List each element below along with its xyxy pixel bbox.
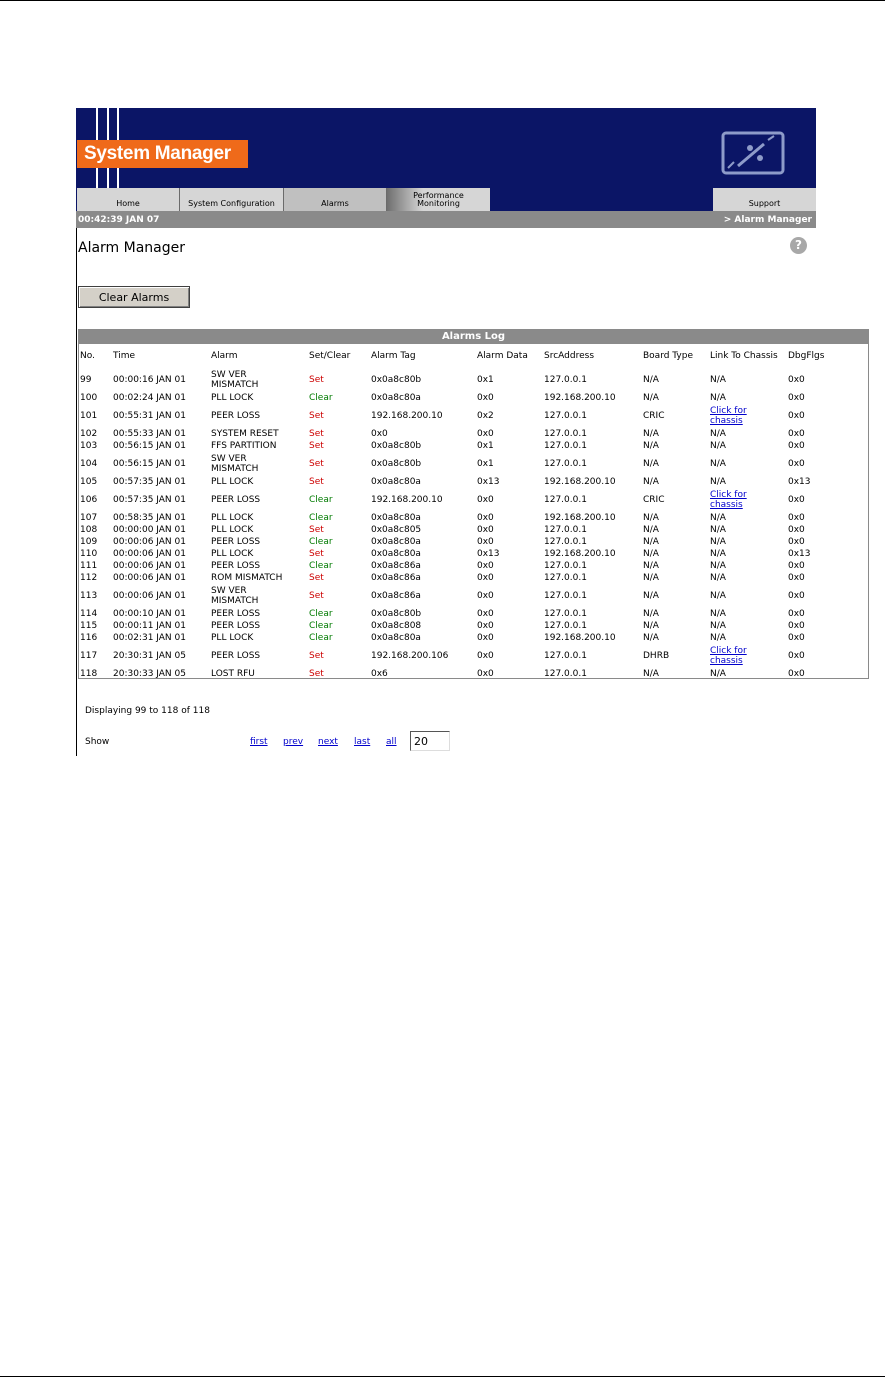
alarm-name: SYSTEM RESET: [211, 429, 279, 439]
alarm-board-type: N/A: [643, 609, 659, 619]
status-time: 00:42:39 JAN 07: [78, 214, 160, 225]
alarm-dbg-flags: 0x0: [788, 495, 805, 505]
alarm-state: Set: [309, 651, 324, 661]
alarm-dbg-flags: 0x0: [788, 375, 805, 385]
alarm-state: Set: [309, 459, 324, 469]
alarm-no: 101: [80, 411, 98, 421]
alarm-board-type: N/A: [643, 375, 659, 385]
table-row: [79, 572, 868, 584]
alarm-link-to-chassis: N/A: [710, 477, 726, 487]
app-logo: System Manager: [77, 140, 248, 168]
tab-system-configuration[interactable]: System Configuration: [180, 188, 284, 211]
alarm-tag: 0x0a8c86a: [371, 561, 421, 571]
table-row: [79, 584, 868, 608]
alarm-src-address: 192.168.200.10: [544, 549, 616, 559]
alarm-board-type: N/A: [643, 561, 659, 571]
alarm-dbg-flags: 0x0: [788, 561, 805, 571]
alarm-link-to-chassis: N/A: [710, 537, 726, 547]
alarm-board-type: N/A: [643, 525, 659, 535]
alarm-name: PEER LOSS: [211, 411, 261, 421]
alarm-data: 0x0: [477, 573, 494, 583]
alarm-no: 100: [80, 393, 98, 403]
pager-next-link[interactable]: next: [318, 737, 338, 747]
alarm-no: 112: [80, 573, 98, 583]
alarm-board-type: N/A: [643, 621, 659, 631]
alarm-dbg-flags: 0x0: [788, 633, 805, 643]
alarm-name: PLL LOCK: [211, 525, 254, 535]
alarm-link-to-chassis: N/A: [710, 525, 726, 535]
alarm-board-type: N/A: [643, 477, 659, 487]
alarm-dbg-flags: 0x0: [788, 651, 805, 661]
alarm-dbg-flags: 0x0: [788, 591, 805, 601]
alarm-tag: 192.168.200.10: [371, 411, 443, 421]
tab-support[interactable]: Support: [713, 188, 816, 211]
alarm-data: 0x0: [477, 591, 494, 601]
display-range-text: Displaying 99 to 118 of 118: [85, 706, 210, 716]
tab-alarms[interactable]: Alarms: [284, 188, 387, 211]
alarm-no: 108: [80, 525, 98, 535]
alarm-link-to-chassis: N/A: [710, 633, 726, 643]
alarm-state: Set: [309, 411, 324, 421]
alarm-link-to-chassis: N/A: [710, 441, 726, 451]
alarm-board-type: N/A: [643, 429, 659, 439]
alarm-src-address: 127.0.0.1: [544, 537, 587, 547]
alarm-src-address: 127.0.0.1: [544, 441, 587, 451]
alarm-state: Clear: [309, 621, 333, 631]
alarm-data: 0x0: [477, 393, 494, 403]
alarm-time: 00:57:35 JAN 01: [113, 477, 186, 487]
table-row: [79, 392, 868, 404]
alarm-time: 00:55:31 JAN 01: [113, 411, 186, 421]
tab-home[interactable]: Home: [77, 188, 180, 211]
alarm-tag: 0x0a8c80a: [371, 477, 421, 487]
table-row: [79, 404, 868, 428]
alarm-board-type: N/A: [643, 393, 659, 403]
alarm-tag: 0x0a8c80a: [371, 393, 421, 403]
alarm-time: 20:30:33 JAN 05: [113, 669, 186, 679]
column-header-time: Time: [113, 351, 136, 361]
alarm-src-address: 192.168.200.10: [544, 633, 616, 643]
alarm-state: Set: [309, 375, 324, 385]
column-header-link-to-chassis: Link To Chassis: [710, 351, 778, 361]
column-header-tag: Alarm Tag: [371, 351, 416, 361]
alarm-name: PEER LOSS: [211, 621, 261, 631]
alarm-state: Set: [309, 477, 324, 487]
alarm-link-to-chassis: N/A: [710, 393, 726, 403]
chassis-link[interactable]: Click for chassis: [710, 490, 747, 510]
table-row: [79, 452, 868, 476]
alarm-dbg-flags: 0x0: [788, 525, 805, 535]
alarm-time: 20:30:31 JAN 05: [113, 651, 186, 661]
alarm-tag: 0x0a8c80b: [371, 459, 422, 469]
alarm-src-address: 127.0.0.1: [544, 459, 587, 469]
column-header-state: Set/Clear: [309, 351, 351, 361]
alarm-link-to-chassis: N/A: [710, 561, 726, 571]
alarm-dbg-flags: 0x0: [788, 393, 805, 403]
alarm-state: Set: [309, 591, 324, 601]
alarm-state: Clear: [309, 633, 333, 643]
alarm-name: PEER LOSS: [211, 651, 261, 661]
page-top-rule: [0, 0, 885, 1]
alarm-no: 109: [80, 537, 98, 547]
brand-monitor-icon: [720, 130, 786, 176]
alarms-log-table: [79, 368, 868, 680]
alarm-link-to-chassis: N/A: [710, 573, 726, 583]
table-row: [79, 644, 868, 668]
alarm-state: Set: [309, 429, 324, 439]
table-row: [79, 668, 868, 680]
alarm-time: 00:00:06 JAN 01: [113, 561, 186, 571]
alarm-data: 0x0: [477, 669, 494, 679]
table-row: [79, 608, 868, 620]
alarm-name: PEER LOSS: [211, 495, 261, 505]
tab-performance-monitoring[interactable]: [387, 188, 490, 211]
alarm-dbg-flags: 0x0: [788, 459, 805, 469]
alarm-dbg-flags: 0x0: [788, 441, 805, 451]
alarm-src-address: 127.0.0.1: [544, 591, 587, 601]
alarm-src-address: 127.0.0.1: [544, 495, 587, 505]
alarm-board-type: CRIC: [643, 411, 665, 421]
alarm-tag: 0x0a8c80a: [371, 633, 421, 643]
alarm-no: 117: [80, 651, 98, 661]
alarm-src-address: 127.0.0.1: [544, 621, 587, 631]
alarm-no: 106: [80, 495, 98, 505]
alarm-data: 0x0: [477, 525, 494, 535]
alarm-link-to-chassis: [710, 404, 787, 428]
alarm-tag: 0x0a8c80b: [371, 375, 422, 385]
alarm-state: Clear: [309, 513, 333, 523]
alarm-state: Clear: [309, 609, 333, 619]
alarm-name: LOST RFU: [211, 669, 255, 679]
alarm-time: 00:00:16 JAN 01: [113, 375, 186, 385]
table-row: [79, 440, 868, 452]
alarm-time: 00:56:15 JAN 01: [113, 441, 186, 451]
alarm-time: 00:55:33 JAN 01: [113, 429, 186, 439]
alarm-time: 00:00:10 JAN 01: [113, 609, 186, 619]
alarm-name: FFS PARTITION: [211, 441, 277, 451]
alarm-src-address: 127.0.0.1: [544, 573, 587, 583]
alarm-src-address: 127.0.0.1: [544, 375, 587, 385]
alarm-link-to-chassis: N/A: [710, 549, 726, 559]
alarm-state: Set: [309, 573, 324, 583]
alarm-tag: 0x0a8c86a: [371, 573, 421, 583]
alarm-src-address: 127.0.0.1: [544, 651, 587, 661]
alarm-src-address: 127.0.0.1: [544, 525, 587, 535]
alarm-time: 00:00:06 JAN 01: [113, 537, 186, 547]
header-banner: [76, 108, 816, 211]
alarm-src-address: 127.0.0.1: [544, 669, 587, 679]
alarm-name: PEER LOSS: [211, 561, 261, 571]
alarm-name: SW VER MISMATCH: [211, 454, 259, 474]
alarm-no: 104: [80, 459, 98, 469]
table-row: [79, 524, 868, 536]
alarm-tag: 0x0a8c86a: [371, 591, 421, 601]
alarm-src-address: 192.168.200.10: [544, 393, 616, 403]
alarm-tag: 0x0a8c80b: [371, 441, 422, 451]
alarm-tag: 0x0a8c805: [371, 525, 422, 535]
alarm-no: 116: [80, 633, 98, 643]
alarm-link-to-chassis: N/A: [710, 429, 726, 439]
alarm-no: 99: [80, 375, 92, 385]
alarm-time: 00:00:06 JAN 01: [113, 591, 186, 601]
alarm-no: 115: [80, 621, 98, 631]
alarm-dbg-flags: 0x0: [788, 621, 805, 631]
column-header-no: No.: [80, 351, 95, 361]
table-row: [79, 488, 868, 512]
alarm-dbg-flags: 0x0: [788, 537, 805, 547]
alarm-time: 00:02:31 JAN 01: [113, 633, 186, 643]
alarm-link-to-chassis: N/A: [710, 609, 726, 619]
alarm-board-type: N/A: [643, 573, 659, 583]
alarm-board-type: N/A: [643, 441, 659, 451]
alarm-src-address: 192.168.200.10: [544, 513, 616, 523]
pager-prev-link[interactable]: prev: [283, 737, 304, 747]
alarm-data: 0x0: [477, 513, 494, 523]
breadcrumb: > Alarm Manager: [723, 214, 812, 225]
alarm-src-address: 127.0.0.1: [544, 561, 587, 571]
alarm-data: 0x0: [477, 429, 494, 439]
alarm-link-to-chassis: N/A: [710, 375, 726, 385]
alarm-src-address: 127.0.0.1: [544, 411, 587, 421]
pager-last-link[interactable]: last: [354, 737, 371, 747]
alarm-no: 102: [80, 429, 98, 439]
page-bottom-rule: [0, 1376, 885, 1377]
alarm-data: 0x0: [477, 537, 494, 547]
alarm-src-address: 127.0.0.1: [544, 429, 587, 439]
alarm-board-type: N/A: [643, 633, 659, 643]
table-row: [79, 512, 868, 524]
alarm-dbg-flags: 0x13: [788, 477, 811, 487]
alarm-board-type: N/A: [643, 459, 659, 469]
alarm-board-type: N/A: [643, 549, 659, 559]
alarm-no: 114: [80, 609, 98, 619]
alarm-data: 0x1: [477, 459, 494, 469]
alarm-data: 0x0: [477, 561, 494, 571]
alarm-tag: 0x0a8c80b: [371, 609, 422, 619]
alarm-name: SW VER MISMATCH: [211, 586, 259, 606]
alarm-time: 00:00:06 JAN 01: [113, 549, 186, 559]
alarm-data: 0x13: [477, 549, 500, 559]
alarm-src-address: 192.168.200.10: [544, 477, 616, 487]
alarm-name: PEER LOSS: [211, 609, 261, 619]
table-row: [79, 536, 868, 548]
clear-alarms-button[interactable]: Clear Alarms: [78, 286, 190, 308]
alarm-dbg-flags: 0x0: [788, 429, 805, 439]
alarm-dbg-flags: 0x13: [788, 549, 811, 559]
alarms-log-title: Alarms Log: [79, 330, 868, 344]
alarm-state: Clear: [309, 561, 333, 571]
pager-all-link[interactable]: all: [386, 737, 397, 747]
alarm-state: Set: [309, 549, 324, 559]
alarm-dbg-flags: 0x0: [788, 513, 805, 523]
alarms-log-header: [79, 344, 868, 368]
column-header-dbg-flags: DbgFlgs: [788, 351, 825, 361]
alarm-time: 00:57:35 JAN 01: [113, 495, 186, 505]
table-row: [79, 476, 868, 488]
alarm-board-type: CRIC: [643, 495, 665, 505]
tab-performance-monitoring-label: Performance Monitoring: [413, 190, 464, 208]
alarms-log-panel: [78, 329, 869, 679]
alarm-state: Clear: [309, 495, 333, 505]
column-header-data: Alarm Data: [477, 351, 528, 361]
alarm-link-to-chassis: N/A: [710, 621, 726, 631]
alarm-board-type: N/A: [643, 537, 659, 547]
status-bar: [76, 211, 816, 228]
alarm-no: 105: [80, 477, 98, 487]
alarm-time: 00:58:35 JAN 01: [113, 513, 186, 523]
alarm-name: PLL LOCK: [211, 513, 254, 523]
column-header-board-type: Board Type: [643, 351, 693, 361]
alarm-board-type: N/A: [643, 669, 659, 679]
table-row: [79, 632, 868, 644]
help-icon[interactable]: ?: [790, 237, 807, 254]
table-row: [79, 428, 868, 440]
alarm-board-type: N/A: [643, 513, 659, 523]
alarm-name: SW VER MISMATCH: [211, 370, 259, 390]
alarm-time: 00:56:15 JAN 01: [113, 459, 186, 469]
show-label: Show: [85, 737, 110, 747]
alarm-dbg-flags: 0x0: [788, 411, 805, 421]
alarm-name: PLL LOCK: [211, 477, 254, 487]
app-window: [76, 108, 872, 228]
alarm-tag: 192.168.200.10: [371, 495, 443, 505]
alarm-dbg-flags: 0x0: [788, 573, 805, 583]
alarm-link-to-chassis: [710, 488, 787, 512]
alarm-no: 118: [80, 669, 98, 679]
alarm-time: 00:02:24 JAN 01: [113, 393, 186, 403]
alarm-data: 0x0: [477, 633, 494, 643]
alarm-data: 0x0: [477, 651, 494, 661]
chassis-link[interactable]: Click for chassis: [710, 406, 747, 426]
pager-first-link[interactable]: first: [250, 737, 268, 747]
alarm-board-type: N/A: [643, 591, 659, 601]
alarm-dbg-flags: 0x0: [788, 609, 805, 619]
alarm-link-to-chassis: N/A: [710, 513, 726, 523]
alarm-tag: 0x0a8c80a: [371, 549, 421, 559]
alarm-link-to-chassis: N/A: [710, 459, 726, 469]
alarm-state: Set: [309, 669, 324, 679]
alarm-name: PEER LOSS: [211, 537, 261, 547]
alarm-tag: 192.168.200.106: [371, 651, 449, 661]
alarm-time: 00:00:00 JAN 01: [113, 525, 186, 535]
page-size-input[interactable]: [410, 731, 450, 751]
alarm-state: Clear: [309, 537, 333, 547]
table-row: [79, 548, 868, 560]
alarm-state: Clear: [309, 393, 333, 403]
alarm-data: 0x13: [477, 477, 500, 487]
alarm-name: ROM MISMATCH: [211, 573, 283, 583]
alarm-no: 103: [80, 441, 98, 451]
table-row: [79, 368, 868, 392]
alarm-time: 00:00:06 JAN 01: [113, 573, 186, 583]
alarm-no: 107: [80, 513, 98, 523]
alarm-data: 0x2: [477, 411, 494, 421]
alarm-no: 113: [80, 591, 98, 601]
alarm-data: 0x1: [477, 375, 494, 385]
alarm-name: PLL LOCK: [211, 393, 254, 403]
alarm-link-to-chassis: N/A: [710, 669, 726, 679]
alarm-data: 0x0: [477, 495, 494, 505]
alarm-tag: 0x0: [371, 429, 388, 439]
column-header-src-address: SrcAddress: [544, 351, 595, 361]
table-row: [79, 620, 868, 632]
alarm-tag: 0x0a8c80a: [371, 537, 421, 547]
alarm-data: 0x0: [477, 609, 494, 619]
alarm-link-to-chassis: [710, 644, 787, 668]
alarm-no: 111: [80, 561, 98, 571]
column-header-name: Alarm: [211, 351, 238, 361]
alarm-time: 00:00:11 JAN 01: [113, 621, 186, 631]
page-title: Alarm Manager: [78, 240, 186, 256]
alarm-no: 110: [80, 549, 98, 559]
alarm-data: 0x1: [477, 441, 494, 451]
alarm-tag: 0x0a8c808: [371, 621, 422, 631]
alarm-tag: 0x0a8c80a: [371, 513, 421, 523]
alarm-src-address: 127.0.0.1: [544, 609, 587, 619]
alarm-tag: 0x6: [371, 669, 388, 679]
table-row: [79, 560, 868, 572]
alarm-state: Set: [309, 441, 324, 451]
alarm-name: PLL LOCK: [211, 549, 254, 559]
alarm-link-to-chassis: N/A: [710, 591, 726, 601]
alarm-data: 0x0: [477, 621, 494, 631]
alarm-dbg-flags: 0x0: [788, 669, 805, 679]
alarm-state: Set: [309, 525, 324, 535]
alarm-board-type: DHRB: [643, 651, 670, 661]
alarm-name: PLL LOCK: [211, 633, 254, 643]
chassis-link[interactable]: Click for chassis: [710, 646, 747, 666]
